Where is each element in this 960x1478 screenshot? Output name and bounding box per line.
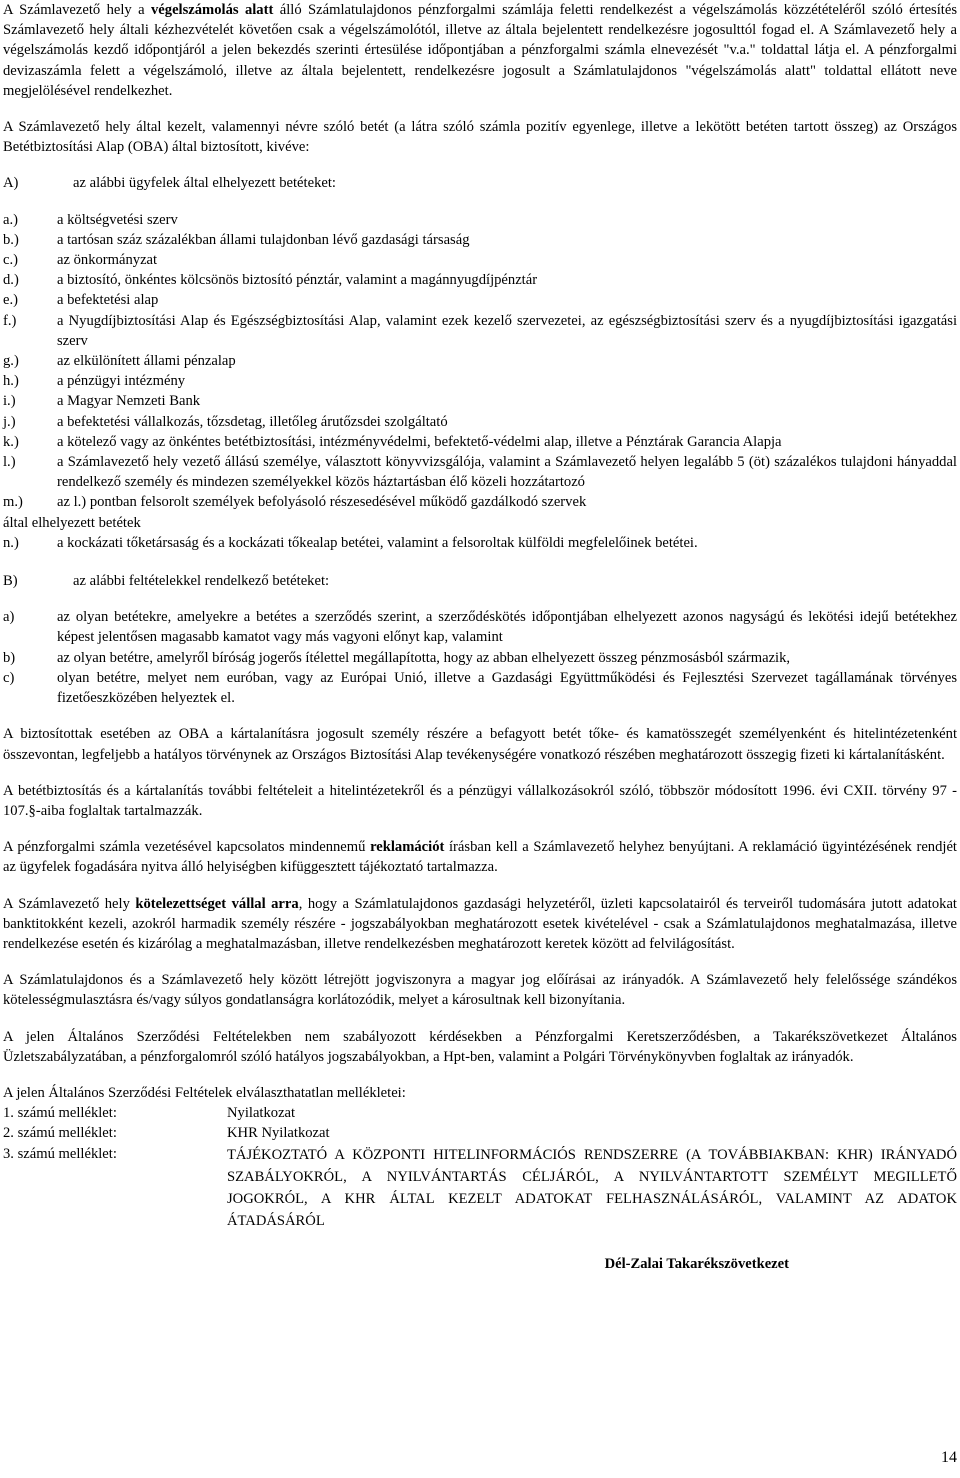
item-text: a kockázati tőketársaság és a kockázati tőkealap betétei, valamint a felsoroltak külföldi megfelelőinek betétei. (57, 534, 698, 551)
text-span: A pénzforgalmi számla vezetésével kapcsolatos mindennemű (3, 839, 371, 856)
item-text: a biztosító, önkéntes kölcsönös biztosító pénztár, valamint a magánnyugdíjpénztár (57, 272, 538, 289)
list-item (3, 230, 957, 250)
list-item (3, 270, 957, 290)
list-item (3, 371, 957, 391)
item-text: az önkormányzat (57, 252, 158, 269)
annex-intro: A jelen Általános Szerződési Feltételek elválaszthatatlan mellékletei: (3, 1084, 406, 1101)
bold-term: reklamációt (370, 839, 445, 856)
annex-text: TÁJÉKOZTATÓ A KÖZPONTI HITELINFORMÁCIÓS RENDSZERRE (A TOVÁBBIAKBAN: KHR) IRÁNYADÓ SZABÁLYOKRÓL, A NYILVÁNTARTÁS CÉLJÁRÓL, A NYILVÁNTARTOTT SZEMÉLYT MEGILLETŐ JOGOKRÓL, A KHR ÁLTAL KEZELT ADATOKAT FELHASZNÁLÁSÁRÓL, VALAMINT AZ ADATOK ÁTADÁSÁRÓL (227, 1146, 957, 1229)
section-a (3, 173, 957, 193)
section-text: az alábbi ügyfelek által elhelyezett betéteket: (73, 175, 336, 192)
list-item (3, 668, 957, 708)
list-item (3, 311, 957, 351)
item-label: c.) (3, 252, 18, 269)
annex-item (3, 1123, 957, 1143)
annex-text: KHR Nyilatkozat (227, 1125, 330, 1142)
item-label: a.) (3, 211, 18, 228)
paragraph-deposit-insurance: A Számlavezető hely által kezelt, valamennyi névre szóló betét (a látra szóló számla pozitív egyenlege, illetve a lekötött betéten tartott összeg) az Országos Betétbiztosítási Alap (OBA) által biztosított, kivéve: (3, 119, 957, 156)
paragraph-conditions-law: A betétbiztosítás és a kártalanítás további feltételeit a hitelintézetekről és a pénzügyi vállalkozásokról szóló, többször módosított 1996. évi CXII. törvény 97 - 107.§-aiba foglaltak tartalmazzák. (3, 782, 957, 819)
text-span: A Számlavezető hely a (3, 2, 151, 18)
list-item (3, 533, 957, 553)
item-label: d.) (3, 272, 19, 289)
text-span: , hogy a Számlatulajdonos gazdasági helyzetéről, üzleti kapcsolatairól és terveiről tudomására jutott adatokat banktitokként kezeli, azokról harmadik személy részére - jogszabályokban meghatározott esetek kivételével - csak a Számlatulajdonos meghatalmazása, illetve rendelkezése esetén és kizárólag a meghatalmazásban, illetve rendelkezésben meghatározott keretek között ad felvilágosítást. (3, 895, 957, 952)
list-item (3, 492, 957, 512)
list-item (3, 351, 957, 371)
item-text: a Számlavezető hely vezető állású személye, választott könyvvizsgálója, valamint a Számlavezető helyen legalább 5 (öt) százalékos tulajdoni hányaddal rendelkező személy és mindezen személyekkel közös háztartásban élő közeli hozzátartozó (57, 454, 957, 491)
item-label: c) (3, 669, 15, 686)
text-span: A Számlavezető hely (3, 895, 136, 912)
list-item-continuation: által elhelyezett betétek (3, 514, 141, 531)
item-label: m.) (3, 494, 23, 511)
item-text: az l.) pontban felsorolt személyek befolyásoló részesedésével működő gazdálkodó szervek (57, 494, 587, 511)
item-label: g.) (3, 353, 19, 370)
item-text: a Nyugdíjbiztosítási Alap és Egészségbiztosítási Alap, valamint ezek kezelő szervezetei, az egészségbiztosítási szerv és a nyugdíjbiztosítási igazgatási szerv (57, 312, 957, 349)
paragraph-bank-secrecy (3, 894, 957, 955)
item-label: k.) (3, 433, 19, 450)
annex-label: 1. számú melléklet: (3, 1105, 117, 1122)
annex-item (3, 1103, 957, 1123)
list-item (3, 432, 957, 452)
item-text: a Magyar Nemzeti Bank (57, 393, 201, 410)
item-label: e.) (3, 292, 18, 309)
annex-label: 3. számú melléklet: (3, 1145, 117, 1162)
list-item (3, 607, 957, 647)
item-label: j.) (3, 413, 16, 430)
item-label: h.) (3, 373, 19, 390)
paragraph-governing-law: A Számlatulajdonos és a Számlavezető hely között létrejött jogviszonyra a magyar jog előírásai az irányadók. A Számlavezető hely felelőssége szándékos kötelességmulasztásra és/vagy súlyos gondatlanságra korlátozódik, melyet a károsultnak kell bizonyítania. (3, 972, 957, 1009)
paragraph-compensation: A biztosítottak esetében az OBA a kártalanításra jogosult személy részére a befagyott betét tőke- és kamatösszegét személyenként és hitelintézetenként összevontan, legfeljebb a hatályos törvénynek az Országos Biztosítási Alap tevékenységére vonatkozó részében meghatározott összegig fizeti ki kártalanításként. (3, 726, 957, 763)
section-label: A) (3, 175, 19, 192)
item-text: az olyan betétekre, amelyekre a betétes a szerződés szerint, a szerződéskötés időpontjában elhelyezett azonos nagyságú és lekötési idejű betétekhez képest jelentősen magasabb kamatot vagy más vagyoni előnyt kap, valamint (57, 609, 957, 646)
item-text: az olyan betétre, amelyről bíróság jogerős ítélettel megállapította, hogy az abban elhelyezett összeg pénzmosásból származik, (57, 649, 791, 666)
item-text: a tartósan száz százalékban állami tulajdonban lévő gazdasági társaság (57, 231, 470, 248)
bold-term: végelszámolás alatt (151, 2, 274, 18)
paragraph-unregulated-matters: A jelen Általános Szerződési Feltételekben nem szabályozott kérdésekben a Pénzforgalmi Keretszerződésben, a Takarékszövetkezet Általános Üzletszabályzatában, a pénzforgalomról szóló hatályos jogszabályokban, a Hpt-ben, valamint a Polgári Törvénykönyvben foglaltak az irányadók. (3, 1028, 957, 1065)
item-label: i.) (3, 393, 16, 410)
bold-term: kötelezettséget vállal arra (135, 895, 299, 912)
item-text: a befektetési vállalkozás, tőzsdetag, illetőleg árutőzsdei szolgáltató (57, 413, 448, 430)
annex-list (3, 1083, 957, 1232)
item-label: a) (3, 609, 15, 626)
item-text: olyan betétre, melyet nem euróban, vagy az Európai Unió, illetve a Gazdasági Együttműködési és Fejlesztési Szervezet tagállamának törvényes fizetőeszközében helyeztek el. (57, 669, 957, 707)
section-b (3, 571, 957, 591)
item-text: a pénzügyi intézmény (57, 373, 186, 390)
list-item (3, 412, 957, 432)
list-item (3, 250, 957, 270)
list-item (3, 210, 957, 230)
item-text: a kötelező vagy az önkéntes betétbiztosítási, intézményvédelmi, befektető-védelmi alap, illetve a Pénztárak Garancia Alapja (57, 433, 782, 450)
page-number: 14 (941, 1449, 957, 1466)
text-span: álló Számlatulajdonos pénzforgalmi számlája feletti rendelkezést a végelszámolás közzétételéről szóló értesítés Számlavezető hely általi kézhezvételét követően csak a végelszámolótól, illetve az általa bejelentett rendelkezésre jogosulttól fogad el. A Számlavezető hely a végelszámolás kezdő időpontjáról a jelen bekezdés szerinti értesülése időpontjában a pénzforgalmi számla elnevezését "v.a." toldattal látja el. A pénzforgalmi devizaszámla felett a végelszámoló, illetve az általa bejelentett, rendelkezésre jogosult a Számlatulajdonos "végelszámolás alatt" toldattal ellátott neve megjelölésével rendelkezhet. (3, 2, 958, 99)
annex-item (3, 1144, 957, 1232)
item-label: n.) (3, 534, 19, 551)
paragraph-liquidation (3, 0, 957, 101)
text-span: írásban kell a Számlavezető helyhez benyújtani. A reklamáció ügyintézésének rendjét az ügyfelek fogadására nyitva álló helyiségben kifüggesztett tájékoztató tartalmazza. (3, 839, 957, 876)
section-text: az alábbi feltételekkel rendelkező betéteket: (73, 573, 330, 590)
paragraph-complaints (3, 837, 957, 877)
list-item (3, 391, 957, 411)
annex-text: Nyilatkozat (227, 1105, 296, 1122)
annex-label: 2. számú melléklet: (3, 1125, 117, 1142)
item-text: az elkülönített állami pénzalap (57, 353, 236, 370)
item-label: b.) (3, 231, 19, 248)
list-item (3, 452, 957, 492)
item-text: a költségvetési szerv (57, 211, 178, 228)
item-label: f.) (3, 312, 17, 329)
exclusion-list (3, 210, 957, 553)
section-label: B) (3, 573, 18, 590)
condition-list (3, 607, 957, 708)
list-item (3, 648, 957, 668)
item-label: b) (3, 649, 16, 666)
signature: Dél-Zalai Takarékszövetkezet (604, 1255, 789, 1272)
list-item (3, 290, 957, 310)
item-label: l.) (3, 454, 16, 471)
item-text: a befektetési alap (57, 292, 159, 309)
